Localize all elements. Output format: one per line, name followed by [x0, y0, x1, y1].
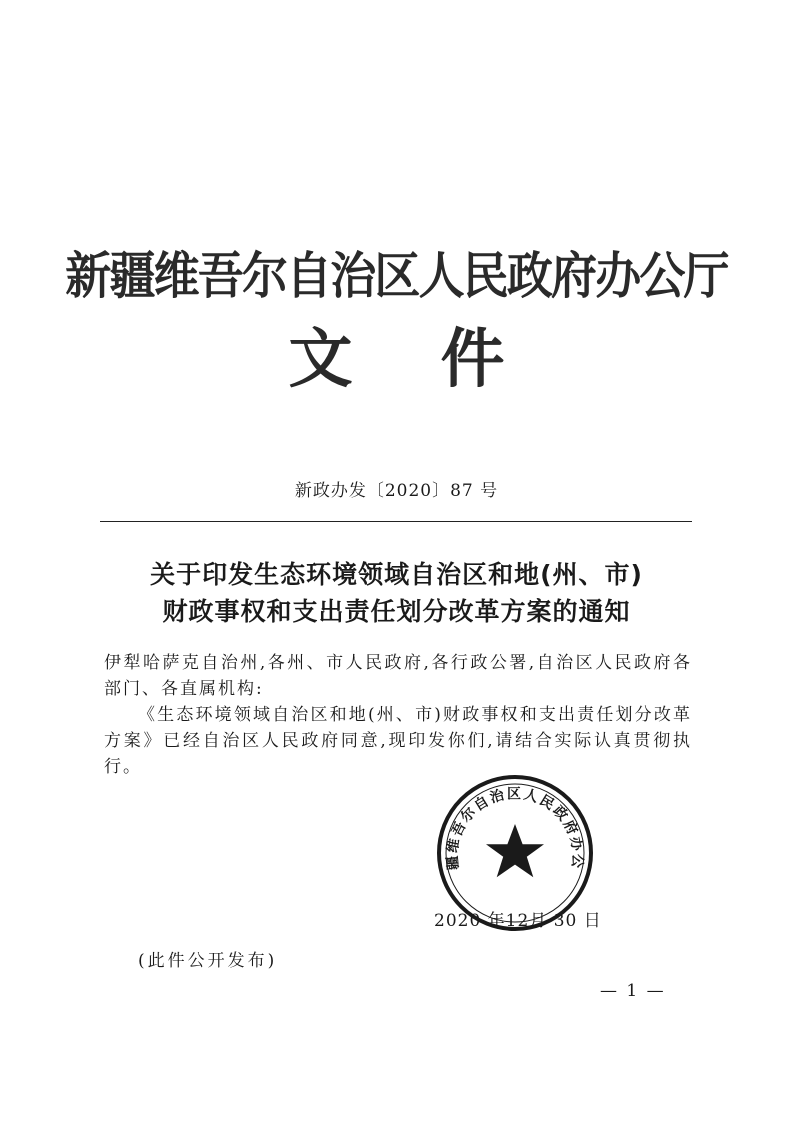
title-line-1: 关于印发生态环境领域自治区和地(州、市): [150, 560, 643, 589]
document-type-char-1: 文: [288, 323, 353, 397]
document-type-heading: [0, 320, 793, 400]
document-number: 新政办发〔2020〕87 号: [294, 481, 499, 501]
separator-rule: [100, 521, 692, 522]
star-icon: [486, 824, 544, 877]
disclosure-note: (此件公开发布): [138, 951, 278, 971]
document-title: [0, 556, 793, 630]
page-number: — 1 —: [600, 981, 666, 1001]
document-body: [104, 650, 692, 780]
issue-date: 2020 年12月 30 日: [434, 911, 602, 931]
recipients-paragraph: 伊犁哈萨克自治州,各州、市人民政府,各行政公署,自治区人民政府各部门、各直属机构:: [104, 653, 692, 699]
title-line-2: 财政事权和支出责任划分改革方案的通知: [162, 597, 631, 626]
seal-text: 疆维吾尔自治区人民政府办公: [444, 786, 586, 871]
body-paragraph: 《生态环境领域自治区和地(州、市)财政事权和支出责任划分改革方案》已经自治区人民政府同意,现印发你们,请结合实际认真贯彻执行。: [104, 705, 692, 777]
document-type-char-2: 件: [440, 323, 505, 397]
issuing-agency: 新疆维吾尔自治区人民政府办公厅: [65, 247, 728, 305]
